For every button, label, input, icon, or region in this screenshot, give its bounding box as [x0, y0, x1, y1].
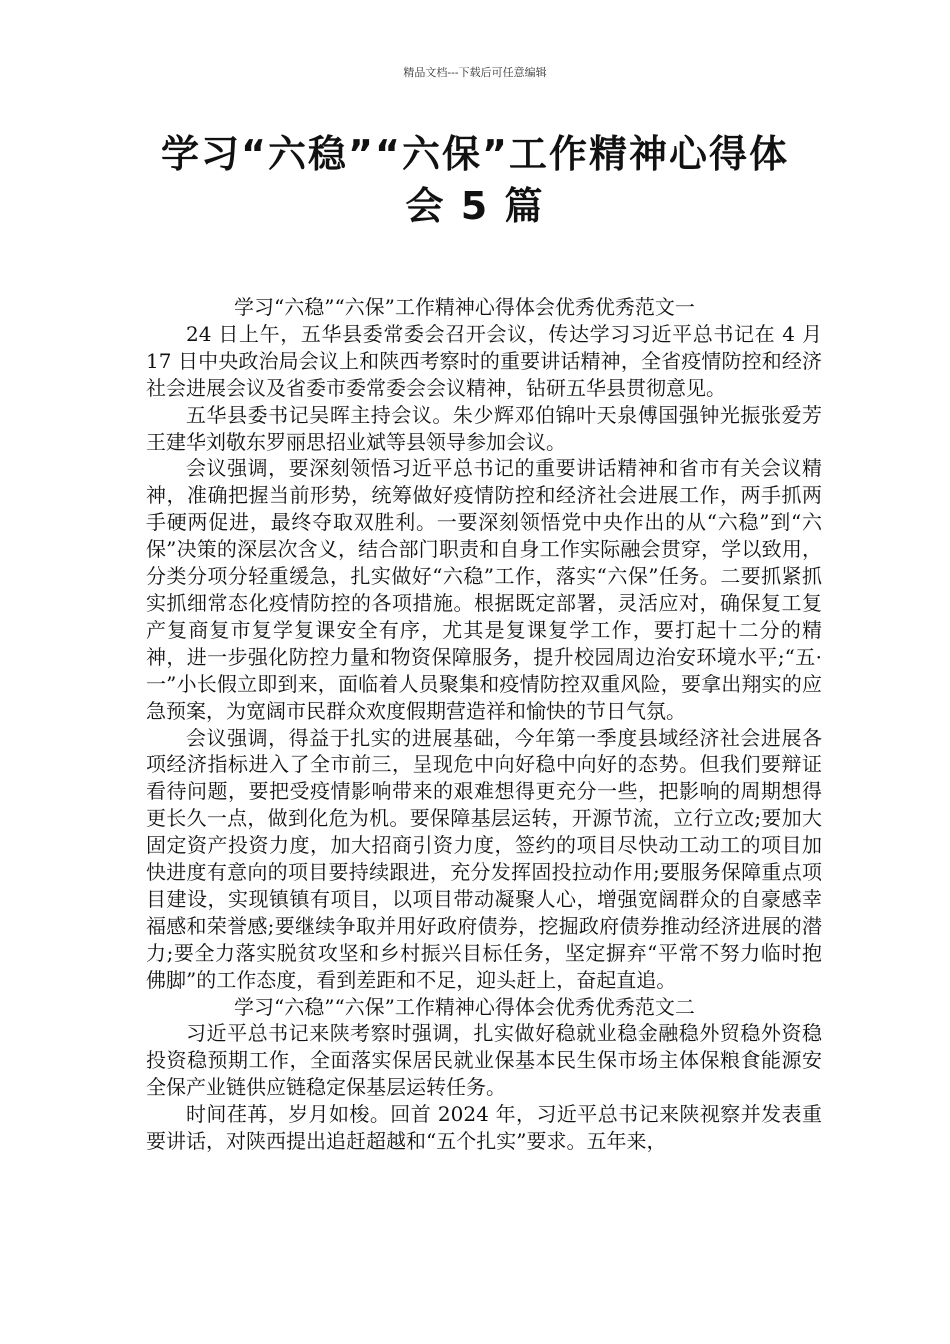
document-title-line-2: 会 5 篇 [405, 184, 545, 228]
body-paragraph: 会议强调，要深刻领悟习近平总书记的重要讲话精神和省市有关会议精神，准确把握当前形势，统筹做好疫情防控和经济社会进展工作，两手抓两手硬两促进，最终夺取双胜利。一要深刻领悟党中央作出的从“六稳”到“六保”决策的深层次含义，结合部门职责和自身工作实际融会贯穿，学以致用，分类分项分轻重缓急，扎实做好“六稳”工作，落实“六保”任务。二要抓紧抓实抓细常态化疫情防控的各项措施。根据既定部署，灵活应对，确保复工复产复商复市复学复课安全有序，尤其是复课复学工作，要打起十二分的精神，进一步强化防控力量和物资保障服务，提升校园周边治安环境水平;“五·一”小长假立即到来，面临着人员聚集和疫情防控双重风险，要拿出翔实的应急预案，为宽阔市民群众欢度假期营造祥和愉快的节日气氛。 [146, 456, 822, 723]
body-paragraph: 时间荏苒，岁月如梭。回首 2024 年，习近平总书记来陕视察并发表重要讲话，对陕西提出追赶超越和“五个扎实”要求。五年来， [146, 1102, 822, 1154]
document-body [146, 294, 822, 1155]
body-paragraph: 习近平总书记来陕考察时强调，扎实做好稳就业稳金融稳外贸稳外资稳投资稳预期工作，全面落实保居民就业保基本民生保市场主体保粮食能源安全保产业链供应链稳定保基层运转任务。 [146, 1021, 822, 1100]
document-title [110, 128, 840, 232]
document-title-line-1: 学习“六稳”“六保”工作精神心得体 [161, 132, 789, 176]
body-paragraph: 会议强调，得益于扎实的进展基础，今年第一季度县域经济社会进展各项经济指标进入了全市前三，呈现危中向好稳中向好的态势。但我们要辩证看待问题，要把受疫情影响带来的艰难想得更充分一些，把影响的周期想得更长久一点，做到化危为机。要保障基层运转，开源节流，立行立改;要加大固定资产投资力度，加大招商引资力度，签约的项目尽快动工动工的项目加快进度有意向的项目要持续跟进，充分发挥固投拉动作用;要服务保障重点项目建设，实现镇镇有项目，以项目带动凝聚人心，增强宽阔群众的自豪感幸福感和荣誉感;要继续争取并用好政府债券，挖掘政府债券推动经济进展的潜力;要全力落实脱贫攻坚和乡村振兴目标任务，坚定摒弃“平常不努力临时抱佛脚”的工作态度，看到差距和不足，迎头赶上，奋起直追。 [146, 725, 822, 992]
body-paragraph: 24 日上午，五华县委常委会召开会议，传达学习习近平总书记在 4 月 17 日中央政治局会议上和陕西考察时的重要讲话精神，全省疫情防控和经济社会进展会议及省委市委常委会会议精神，钻研五华县贯彻意见。 [146, 321, 822, 400]
section-heading: 学习“六稳”“六保”工作精神心得体会优秀优秀范文一 [234, 295, 695, 319]
header-note: 精品文档---下载后可任意编辑 [403, 66, 547, 79]
body-paragraph: 五华县委书记吴晖主持会议。朱少辉邓伯锦叶天泉傅国强钟光振张爱芳王建华刘敬东罗丽思招业斌等县领导参加会议。 [146, 402, 822, 454]
section-heading: 学习“六稳”“六保”工作精神心得体会优秀优秀范文二 [234, 994, 695, 1019]
